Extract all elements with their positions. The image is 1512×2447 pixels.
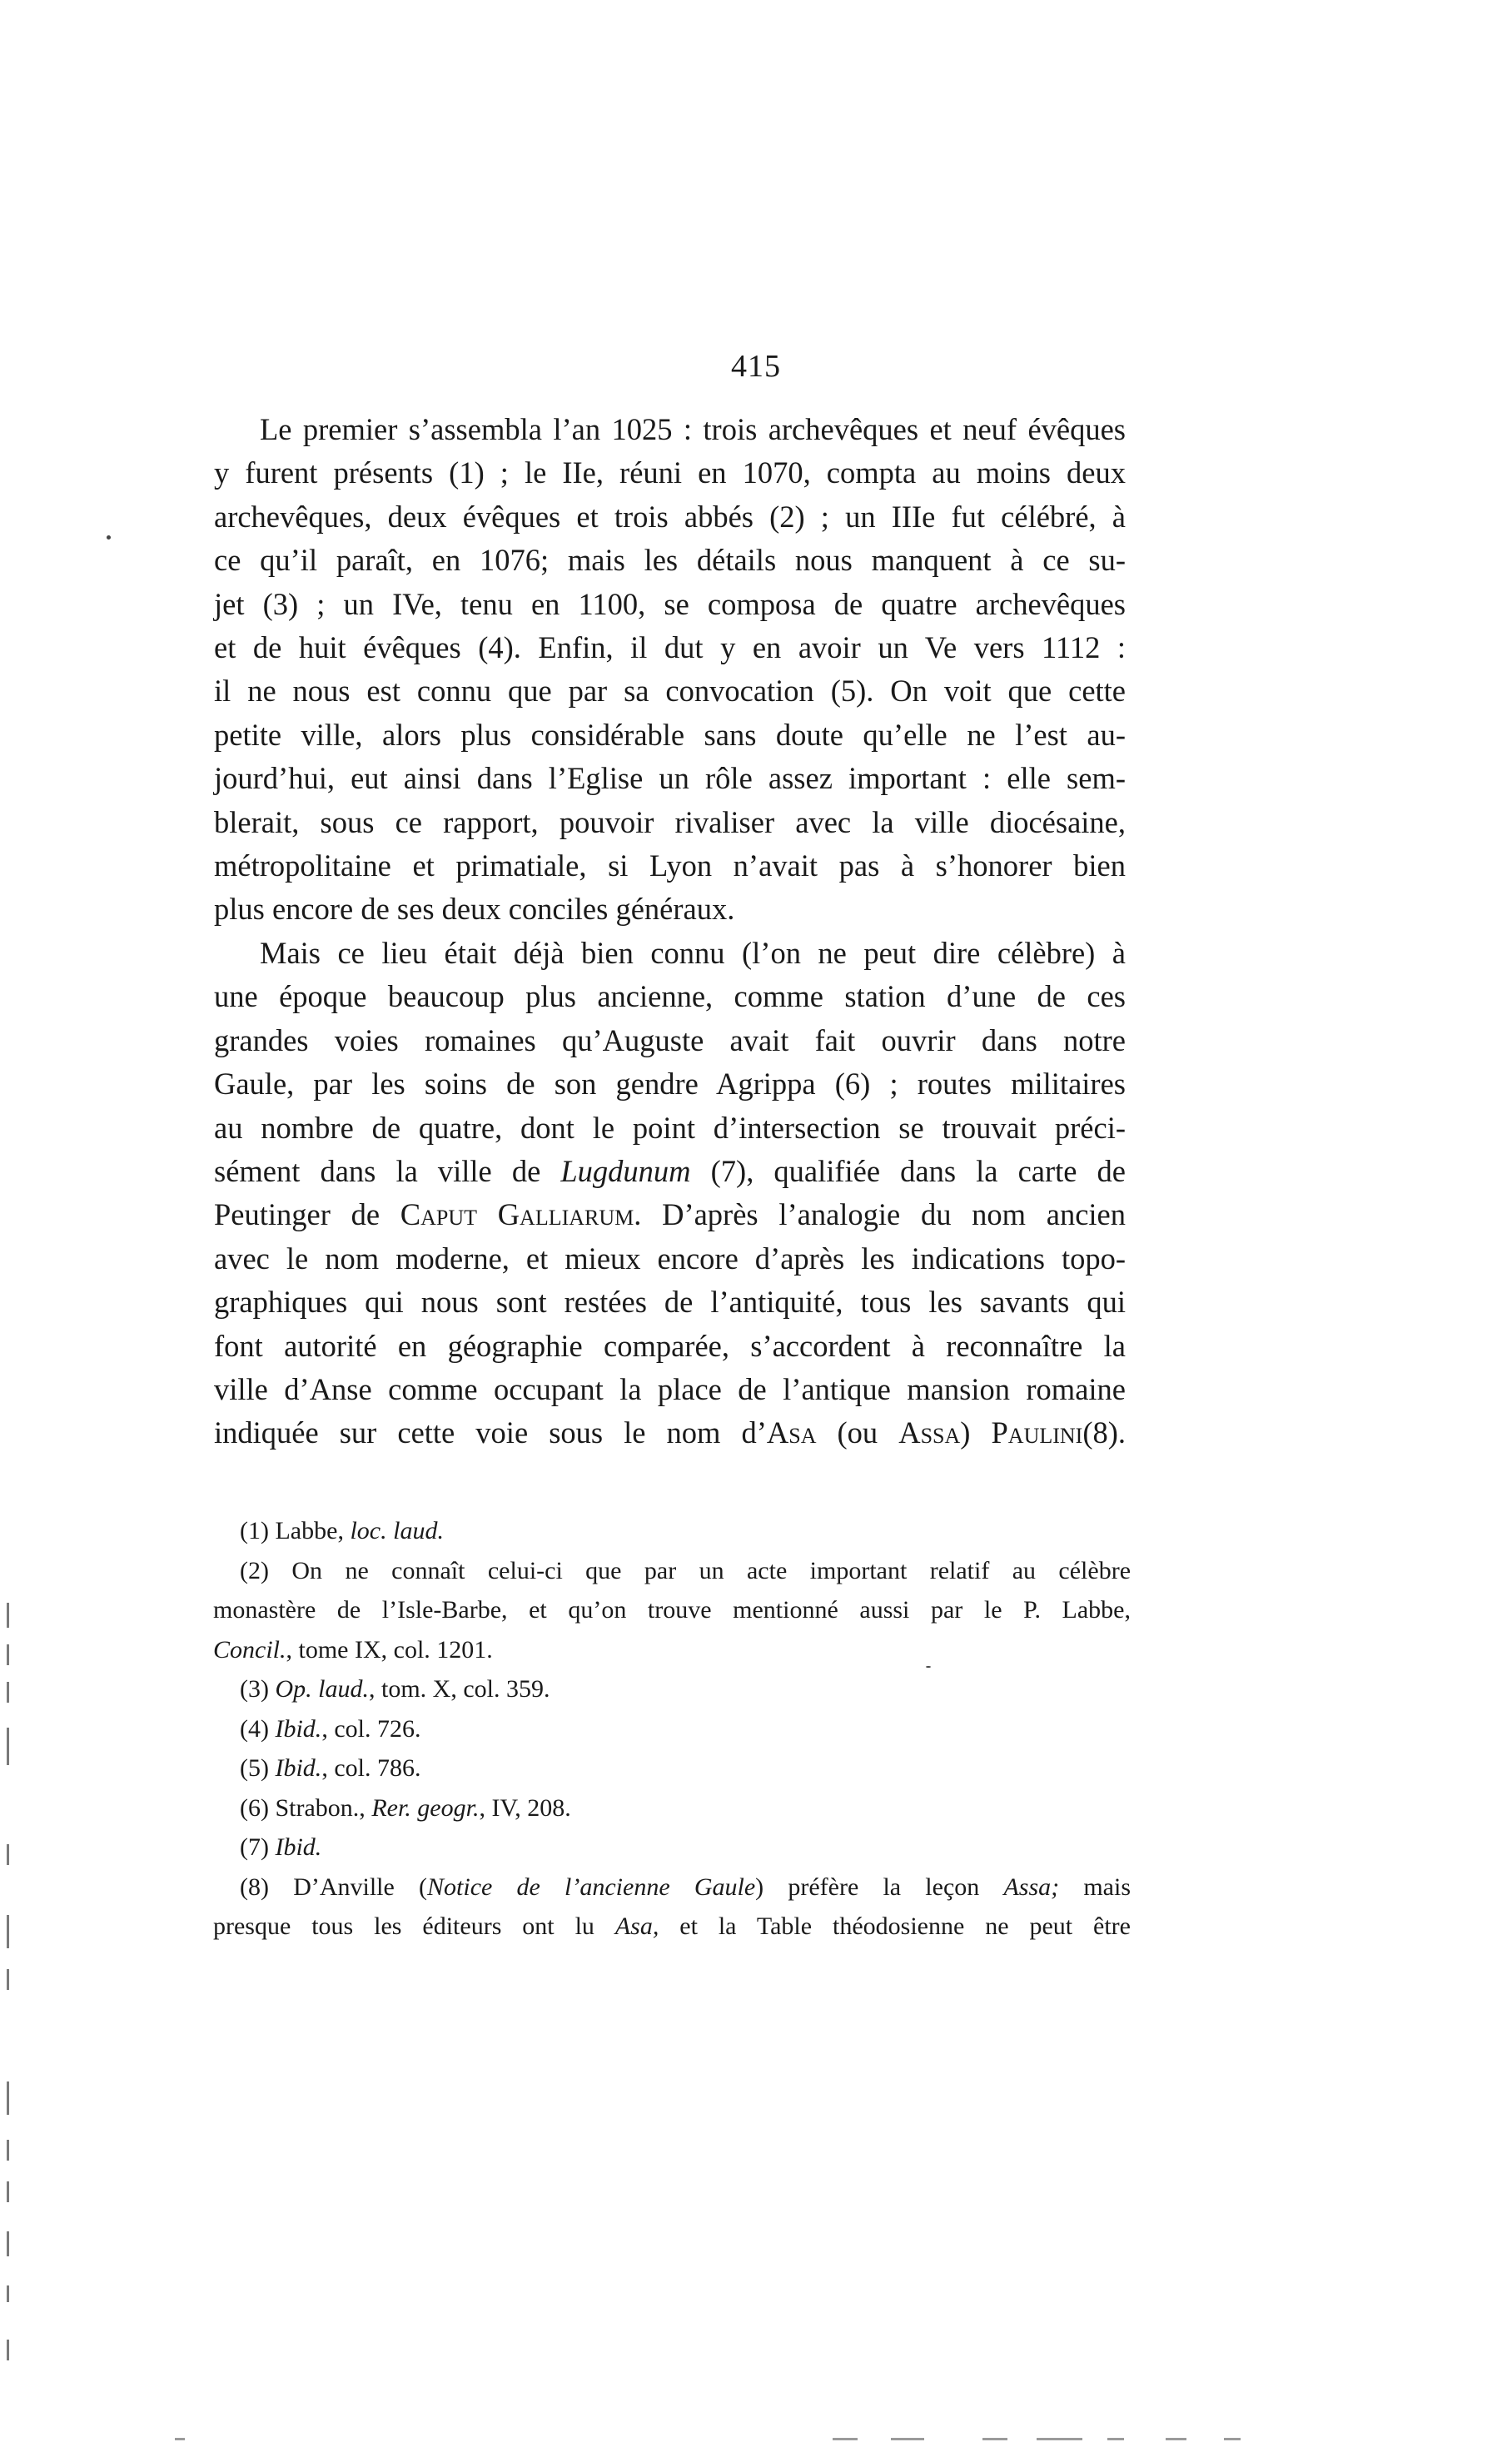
text-line: au nombre de quatre, dont le point d’intersection se trouvait préci- <box>214 1110 1126 1145</box>
footnote-text: , IV, 208. <box>479 1793 571 1822</box>
text-line <box>214 1193 1126 1236</box>
footnote-line <box>213 1907 1131 1947</box>
text-line: une époque beaucoup plus ancienne, comme station d’une de ces <box>214 979 1126 1014</box>
scan-bottom-mark <box>982 2438 1007 2440</box>
small-caps-term: Caput Galliarum <box>400 1197 634 1232</box>
paragraph-1 <box>214 408 1126 932</box>
footnote-text: ) préfère la leçon <box>755 1873 1004 1901</box>
scan-margin-mark <box>7 2285 9 2302</box>
text-fragment: sément dans la ville de <box>214 1153 541 1188</box>
scan-margin-mark <box>7 1644 9 1665</box>
text-fragment: (8). <box>1082 1415 1127 1450</box>
footnote-number: (4) <box>240 1714 269 1743</box>
footnote-7 <box>240 1828 1131 1868</box>
footnote-number: (6) <box>240 1793 269 1822</box>
small-caps-term: Assa <box>898 1415 961 1450</box>
footnote-5 <box>240 1748 1131 1788</box>
text-line: blerait, sous ce rapport, pouvoir rivaliser avec la ville diocésaine, <box>214 804 1126 839</box>
text-line: Gaule, par les soins de son gendre Agrippa (6) ; routes militaires <box>214 1067 1126 1102</box>
scan-margin-mark <box>7 1969 9 1990</box>
footnote-italic: Op. laud. <box>275 1675 369 1703</box>
text-line: plus encore de ses deux conciles généraux. <box>214 892 735 927</box>
footnote-text: presque tous les éditeurs ont lu <box>213 1912 615 1940</box>
text-fragment: ) <box>960 1415 971 1450</box>
footnote-line <box>240 1551 1131 1591</box>
scan-bottom-mark <box>1107 2438 1124 2440</box>
text-line: petite ville, alors plus considérable sans doute qu’elle ne l’est au- <box>214 717 1126 752</box>
scan-bottom-mark <box>891 2438 924 2440</box>
scan-speck <box>107 535 111 540</box>
footnote-1 <box>240 1511 1131 1551</box>
scan-speck <box>926 1666 931 1668</box>
text-fragment: (ou <box>837 1415 878 1450</box>
scan-margin-mark <box>7 1844 9 1865</box>
scan-margin-mark <box>7 2081 9 2115</box>
footnote-text: , col. 786. <box>321 1754 421 1782</box>
text-line: graphiques qui nous sont restées de l’antiquité, tous les savants qui <box>214 1285 1126 1320</box>
footnote-italic: Ibid. <box>275 1714 322 1743</box>
footnote-text: et la Table théodosienne ne peut être <box>659 1912 1131 1940</box>
text-line: Le premier s’assembla l’an 1025 : trois archevêques et neuf évêques <box>260 412 1126 446</box>
text-fragment: . D’après l’analogie du nom ancien <box>634 1197 1126 1232</box>
footnote-3 <box>240 1669 1131 1709</box>
text-line: grandes voies romaines qu’Auguste avait fait ouvrir dans notre <box>214 1022 1126 1057</box>
footnote-text: , col. 726. <box>321 1714 421 1743</box>
footnote-text: , tome IX, col. 1201. <box>286 1635 493 1664</box>
footnote-line <box>213 1630 1131 1670</box>
main-text <box>214 408 1126 1455</box>
scan-margin-mark <box>7 2181 9 2202</box>
text-fragment: Peutinger de <box>214 1197 380 1232</box>
footnote-italic: Concil. <box>213 1635 286 1664</box>
text-line: métropolitaine et primatiale, si Lyon n’avait pas à s’honorer bien <box>214 848 1126 883</box>
footnote-italic: Ibid. <box>275 1754 322 1782</box>
footnote-italic: Notice de l’ancienne Gaule <box>427 1873 756 1901</box>
paragraph-2 <box>214 932 1126 1455</box>
footnote-text: On ne connaît celui-ci que par un acte important relatif au célèbre <box>291 1556 1132 1584</box>
scan-margin-mark <box>7 1603 9 1628</box>
text-line: jet (3) ; un IVe, tenu en 1100, se composa de quatre archevêques <box>214 586 1126 621</box>
scan-margin-mark <box>7 2140 9 2161</box>
scan-margin-mark <box>7 2340 9 2360</box>
footnote-text: mais <box>1059 1873 1131 1901</box>
scan-bottom-mark <box>1166 2438 1186 2440</box>
text-line: ville d’Anse comme occupant la place de l’antique mansion romaine <box>214 1371 1126 1406</box>
footnote-2 <box>213 1551 1132 1670</box>
text-line: ce qu’il paraît, en 1076; mais les détails nous manquent à ce su- <box>214 543 1126 578</box>
footnotes <box>213 1511 1132 1947</box>
text-line: avec le nom moderne, et mieux encore d’après les indications topo- <box>214 1241 1126 1276</box>
scan-bottom-mark <box>175 2438 185 2440</box>
footnote-italic: Rer. geogr. <box>371 1793 480 1822</box>
footnote-text: Strabon., <box>275 1793 372 1822</box>
footnote-number: (5) <box>240 1754 269 1782</box>
footnote-text: , tom. X, col. 359. <box>368 1675 550 1703</box>
footnote-italic: loc. laud. <box>350 1517 444 1544</box>
footnote-number: (8) <box>240 1873 269 1901</box>
scan-bottom-mark <box>1037 2438 1082 2440</box>
text-fragment: (7), qualifiée dans la carte de <box>710 1153 1127 1188</box>
text-line <box>214 1411 1126 1455</box>
small-caps-term: Asa <box>766 1415 817 1450</box>
footnote-italic: Asa, <box>614 1912 659 1940</box>
small-caps-term: Paulini <box>991 1415 1083 1450</box>
text-line: il ne nous est connu que par sa convocation (5). On voit que cette <box>214 674 1126 709</box>
page-number: 415 <box>731 349 781 384</box>
text-line: Mais ce lieu était déjà bien connu (l’on ne peut dire célèbre) à <box>260 935 1126 970</box>
text-line <box>214 1150 1126 1193</box>
footnote-8 <box>213 1868 1131 1947</box>
footnote-number: (1) <box>240 1517 269 1544</box>
scan-margin-mark <box>7 1682 9 1703</box>
italic-term: Lugdunum <box>560 1153 691 1188</box>
scan-margin-mark <box>7 1728 9 1765</box>
scan-bottom-mark <box>833 2438 858 2440</box>
text-line: y furent présents (1) ; le IIe, réuni en 1070, compta au moins deux <box>214 455 1126 490</box>
scan-margin-mark <box>7 2231 9 2256</box>
footnote-text: Labbe, <box>275 1517 351 1544</box>
scan-bottom-mark <box>1224 2438 1241 2440</box>
footnote-number: (3) <box>240 1675 269 1703</box>
footnote-line <box>240 1868 1131 1907</box>
footnote-number: (7) <box>240 1833 269 1861</box>
scan-margin-mark <box>7 1915 9 1948</box>
text-fragment: indiquée sur cette voie sous le nom d’ <box>214 1415 767 1450</box>
footnote-4 <box>240 1709 1131 1749</box>
footnote-text: D’Anville ( <box>293 1873 428 1901</box>
footnote-number: (2) <box>240 1556 269 1584</box>
text-line: archevêques, deux évêques et trois abbés (2) ; un IIIe fut célébré, à <box>214 499 1126 534</box>
text-line: jourd’hui, eut ainsi dans l’Eglise un rôle assez important : elle sem- <box>214 761 1126 796</box>
footnote-italic: Ibid. <box>275 1833 322 1861</box>
footnote-line: monastère de l’Isle-Barbe, et qu’on trouve mentionné aussi par le P. Labbe, <box>213 1596 1131 1624</box>
footnote-italic: Assa; <box>1003 1873 1060 1901</box>
text-line: font autorité en géographie comparée, s’accordent à reconnaître la <box>214 1328 1126 1363</box>
footnote-6 <box>240 1788 1131 1828</box>
text-line: et de huit évêques (4). Enfin, il dut y en avoir un Ve vers 1112 : <box>214 630 1126 665</box>
